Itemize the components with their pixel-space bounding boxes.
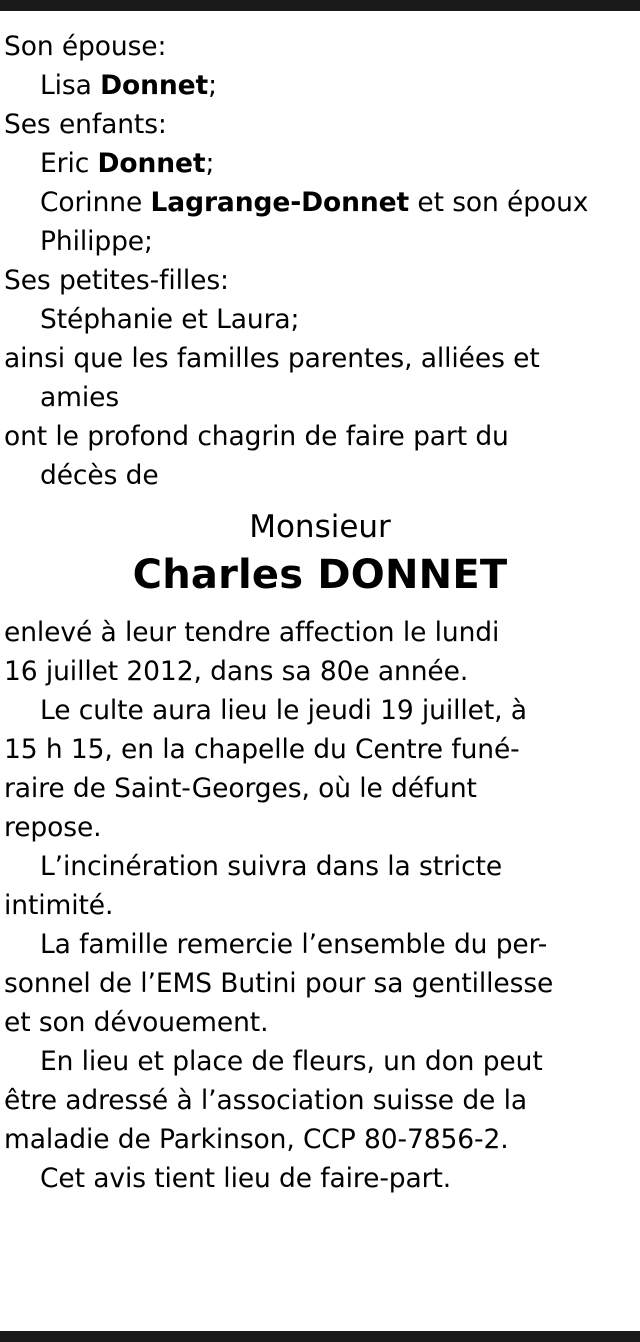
closing-paragraph <box>4 1159 636 1198</box>
service-paragraph-line-1: Le culte aura lieu le jeudi 19 juillet, à <box>40 695 527 726</box>
bottom-rule-divider <box>0 1331 640 1342</box>
spouse-entry <box>4 66 636 105</box>
donation-paragraph-line-2: être adressé à l’association suisse de la <box>4 1085 527 1116</box>
child-2-suffix: et son époux <box>409 187 589 218</box>
service-paragraph-line-4: repose. <box>4 812 102 843</box>
passing-paragraph-line-2: 16 juillet 2012, dans sa 80e année. <box>4 656 469 687</box>
other-families-line-1: ainsi que les familles parentes, alliées et <box>4 343 540 374</box>
thanks-paragraph-line-1: La famille remercie l’ensemble du per- <box>40 929 548 960</box>
child-2-last-name: Lagrange-Donnet <box>150 187 410 218</box>
grandchildren-entry: Stéphanie et Laura; <box>40 304 300 335</box>
children-label: Ses enfants: <box>4 109 167 140</box>
other-families-line-2: amies <box>40 382 120 413</box>
notice-content <box>0 11 640 1331</box>
service-paragraph-line-3 <box>4 769 636 808</box>
passing-paragraph-line-1-text: enlevé à leur tendre affection le lundi <box>4 617 500 648</box>
cremation-paragraph-line-2: intimité. <box>4 890 114 921</box>
donation-paragraph-line-3: maladie de Parkinson, CCP 80-7856-2. <box>4 1124 509 1155</box>
donation-paragraph-line-1: En lieu et place de fleurs, un don peut <box>40 1046 543 1077</box>
passing-paragraph <box>4 613 636 691</box>
service-paragraph-line-2: 15 h 15, en la chapelle du Centre funé- <box>4 734 520 765</box>
spouse-last-name: Donnet <box>100 70 209 101</box>
announcement-line-1-text: ont le profond chagrin de faire part du <box>4 421 509 452</box>
spouse-suffix: ; <box>208 70 217 101</box>
child-1-last-name: Donnet <box>97 148 206 179</box>
child-1-suffix: ; <box>205 148 215 179</box>
announcement-line-2: décès de <box>40 460 159 491</box>
child-entry-2 <box>4 183 636 222</box>
child-2-first-name: Corinne <box>40 187 151 218</box>
thanks-paragraph <box>4 925 636 1042</box>
service-paragraph-line-3-text: raire de Saint-Georges, où le défunt <box>4 773 477 804</box>
child-1-first-name: Eric <box>40 148 98 179</box>
top-rule-divider <box>0 0 640 11</box>
grandchildren-label: Ses petites-filles: <box>4 265 229 296</box>
cremation-paragraph <box>4 847 636 925</box>
child-entry-2-continuation: Philippe; <box>40 226 153 257</box>
deceased-honorific: Monsieur <box>249 509 391 545</box>
announcement-line-1 <box>4 417 636 456</box>
spouse-first-name: Lisa <box>40 70 101 101</box>
child-entry-1 <box>4 144 636 183</box>
spouse-label: Son épouse: <box>4 31 167 62</box>
thanks-paragraph-line-3: et son dévouement. <box>4 1007 269 1038</box>
closing-paragraph-line-1: Cet avis tient lieu de faire-part. <box>40 1163 452 1194</box>
donation-paragraph <box>4 1042 636 1159</box>
deceased-name: Charles DONNET <box>132 552 508 598</box>
passing-paragraph-line-1 <box>4 613 636 652</box>
thanks-paragraph-line-2: sonnel de l’EMS Butini pour sa gentillesse <box>4 968 554 999</box>
cremation-paragraph-line-1: L’incinération suivra dans la stricte <box>40 851 503 882</box>
service-paragraph <box>4 691 636 847</box>
